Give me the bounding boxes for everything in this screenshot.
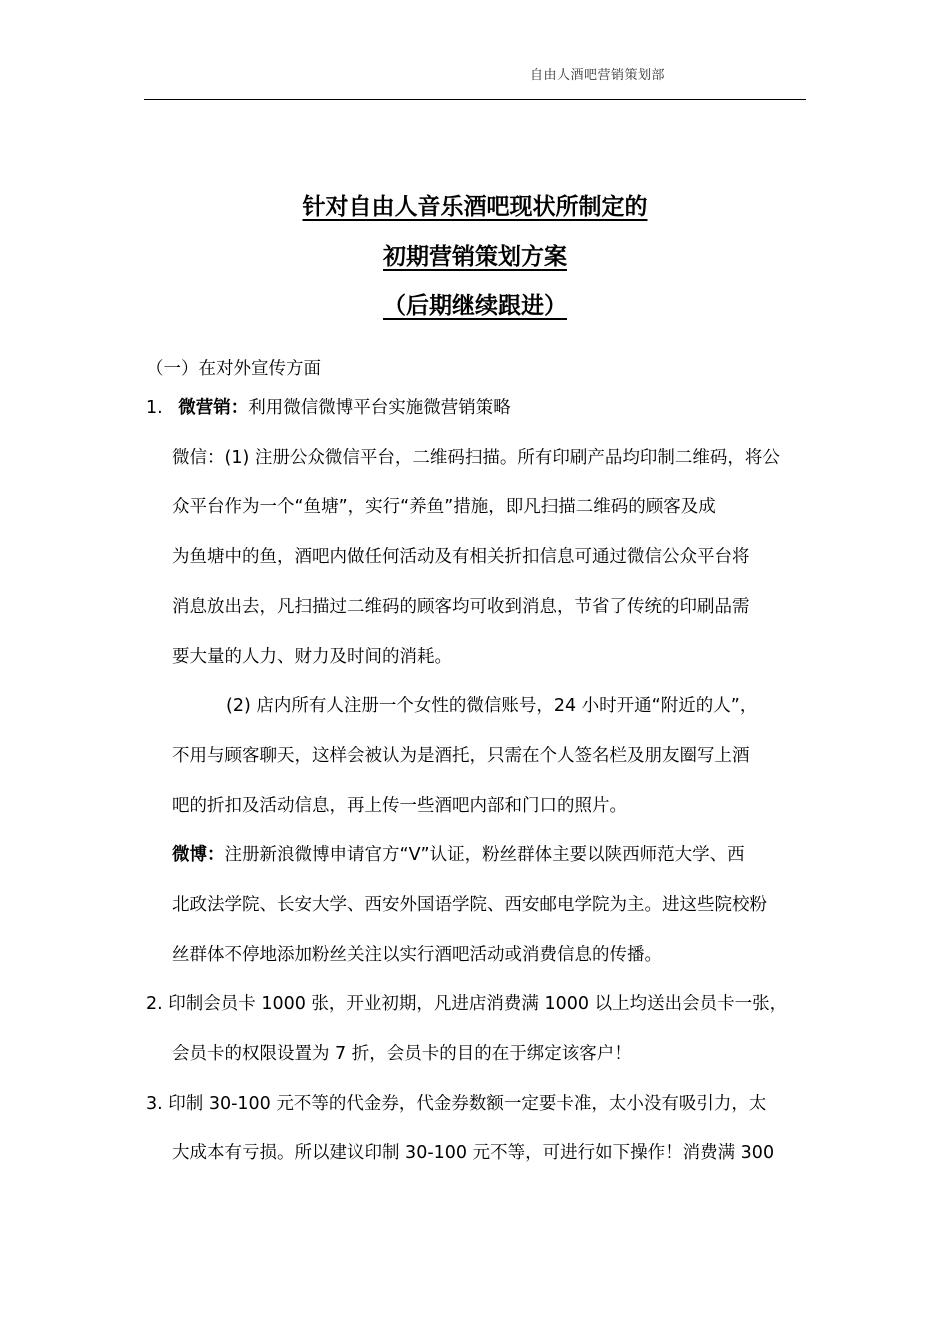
weibo-text: 注册新浪微博申请官方“V”认证，粉丝群体主要以陕西师范大学、西 — [224, 845, 745, 865]
item-2-line: 2. 印制会员卡 1000 张，开业初期，凡进店消费满 1000 以上均送出会员卡一张， — [146, 994, 788, 1014]
title-line-3: （后期继续跟进） — [383, 292, 567, 319]
item-3-line: 3. 印制 30-100 元不等的代金券，代金券数额一定要卡准，太小没有吸引力，太 — [146, 1094, 767, 1114]
item-1-text: 利用微信微博平台实施微营销策略 — [248, 398, 511, 418]
paragraph-line: 要大量的人力、财力及时间的消耗。 — [172, 647, 452, 667]
paragraph-line: 北政法学院、长安大学、西安外国语学院、西安邮电学院为主。进这些院校粉 — [172, 895, 767, 915]
item-1-label: 微营销： — [178, 398, 249, 418]
weibo-line — [172, 842, 745, 868]
paragraph-line: 大成本有亏损。所以建议印制 30-100 元不等，可进行如下操作！消费满 300 — [172, 1143, 775, 1163]
paragraph-line: 微信：(1) 注册公众微信平台，二维码扫描。所有印刷产品均印制二维码，将公 — [172, 448, 780, 468]
header-divider — [144, 99, 806, 100]
paragraph-line: 丝群体不停地添加粉丝关注以实行酒吧活动或消费信息的传播。 — [172, 945, 662, 965]
paragraph-line: 消息放出去，凡扫描过二维码的顾客均可收到消息，节省了传统的印刷品需 — [172, 597, 750, 617]
item-1-line — [146, 395, 511, 421]
title-line-2: 初期营销策划方案 — [383, 243, 567, 270]
page-header: 自由人酒吧营销策划部 — [530, 68, 666, 83]
paragraph-line: 不用与顾客聊天，这样会被认为是酒托，只需在个人签名栏及朋友圈写上酒 — [172, 746, 750, 766]
title-line-1: 针对自由人音乐酒吧现状所制定的 — [302, 193, 648, 220]
paragraph-line: 吧的折扣及活动信息，再上传一些酒吧内部和门口的照片。 — [172, 796, 627, 816]
paragraph-line: (2) 店内所有人注册一个女性的微信账号，24 小时开通“附近的人”， — [226, 696, 758, 716]
weibo-label: 微博： — [172, 845, 225, 865]
paragraph-line: 众平台作为一个“鱼塘”，实行“养鱼”措施，即凡扫描二维码的顾客及成 — [172, 497, 716, 517]
item-1-number: 1. — [146, 398, 163, 418]
section-heading: （一）在对外宣传方面 — [146, 359, 321, 379]
paragraph-line: 会员卡的权限设置为 7 折，会员卡的目的在于绑定该客户！ — [172, 1044, 632, 1064]
paragraph-line: 为鱼塘中的鱼，酒吧内做任何活动及有相关折扣信息可通过微信公众平台将 — [172, 547, 750, 567]
